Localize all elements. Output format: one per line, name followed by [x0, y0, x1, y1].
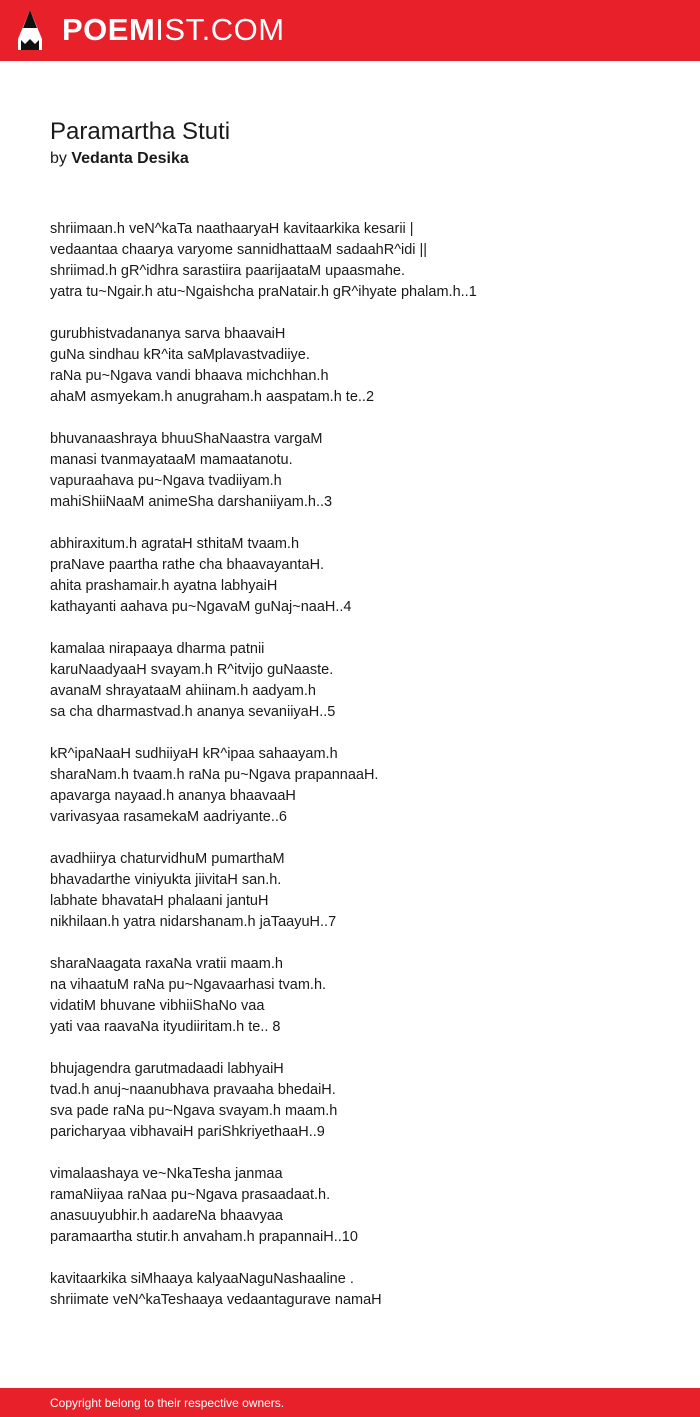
poem-stanza [50, 639, 670, 723]
poem-line: paramaartha stutir.h anvaham.h prapannaiH..10 [50, 1229, 358, 1245]
poem-line: shriimate veN^kaTeshaaya vedaantagurave namaH [50, 1292, 382, 1308]
poem-line: bhuvanaashraya bhuuShaNaastra vargaM [50, 431, 323, 447]
poem-body [50, 219, 670, 1332]
byline [50, 149, 189, 169]
poem-stanza [50, 1164, 670, 1248]
poem-line: ahaM asmyekam.h anugraham.h aaspatam.h te..2 [50, 389, 375, 405]
poem-line: kathayanti aahava pu~NgavaM guNaj~naaH..4 [50, 599, 352, 615]
logo-light-text: IST.COM [155, 12, 285, 47]
poem-line: sharaNam.h tvaam.h raNa pu~Ngava prapannaaH. [50, 767, 379, 783]
poem-line: kavitaarkika siMhaaya kalyaaNaguNashaaline . [50, 1271, 354, 1287]
poem-line: praNave paartha rathe cha bhaavayantaH. [50, 557, 325, 573]
poem-stanza [50, 744, 670, 828]
poem-line: karuNaadyaaH svayam.h R^itvijo guNaaste. [50, 662, 334, 678]
poem-stanza [50, 1269, 670, 1311]
poem-line: kamalaa nirapaaya dharma patnii [50, 641, 265, 657]
site-footer [0, 1388, 700, 1417]
poem-line: bhujagendra garutmadaadi labhyaiH [50, 1061, 284, 1077]
poem-line: sva pade raNa pu~Ngava svayam.h maam.h [50, 1103, 338, 1119]
by-label: by [50, 150, 67, 167]
poem-line: bhavadarthe viniyukta jiivitaH san.h. [50, 872, 282, 888]
poem-line: raNa pu~Ngava vandi bhaava michchhan.h [50, 368, 329, 384]
poem-line: vidatiM bhuvane vibhiiShaNo vaa [50, 998, 265, 1014]
poem-line: vapuraahava pu~Ngava tvadiiyam.h [50, 473, 282, 489]
poem-stanza [50, 429, 670, 513]
poem-line: tvad.h anuj~naanubhava pravaaha bhedaiH. [50, 1082, 336, 1098]
poem-title: Paramartha Stuti [50, 118, 231, 145]
poem-stanza [50, 849, 670, 933]
poem-stanza [50, 534, 670, 618]
poem-line: mahiShiiNaaM animeSha darshaniiyam.h..3 [50, 494, 333, 510]
poem-stanza [50, 1059, 670, 1143]
poem-line: apavarga nayaad.h ananya bhaavaaH [50, 788, 296, 804]
author-name[interactable]: Vedanta Desika [71, 150, 189, 167]
poem-line: guNa sindhau kR^ita saMplavastvadiiye. [50, 347, 310, 363]
poem-line: sa cha dharmastvad.h ananya sevaniiyaH..5 [50, 704, 336, 720]
poem-line: yatra tu~Ngair.h atu~Ngaishcha praNatair.h gR^ihyate phalam.h..1 [50, 284, 477, 300]
poem-line: abhiraxitum.h agrataH sthitaM tvaam.h [50, 536, 300, 552]
poem-line: shriimad.h gR^idhra sarastiira paarijaataM upaasmahe. [50, 263, 405, 279]
poem-line: ahita prashamair.h ayatna labhyaiH [50, 578, 278, 594]
poem-line: paricharyaa vibhavaiH pariShkriyethaaH..9 [50, 1124, 325, 1140]
poem-line: ramaNiiyaa raNaa pu~Ngava prasaadaat.h. [50, 1187, 331, 1203]
poem-line: avanaM shrayataaM ahiinam.h aadyam.h [50, 683, 316, 699]
poem-line: gurubhistvadananya sarva bhaavaiH [50, 326, 286, 342]
site-logo[interactable] [62, 12, 285, 48]
pencil-tip-icon[interactable] [17, 9, 43, 51]
poem-line: vedaantaa chaarya varyome sannidhattaaM sadaahR^idi || [50, 242, 428, 258]
poem-line: labhate bhavataH phalaani jantuH [50, 893, 269, 909]
poem-line: shriimaan.h veN^kaTa naathaaryaH kavitaarkika kesarii | [50, 221, 414, 237]
poem-stanza [50, 954, 670, 1038]
poem-stanza [50, 324, 670, 408]
poem-line: sharaNaagata raxaNa vratii maam.h [50, 956, 283, 972]
logo-bold-text: POEM [62, 12, 156, 47]
poem-line: na vihaatuM raNa pu~Ngavaarhasi tvam.h. [50, 977, 327, 993]
poem-line: varivasyaa rasamekaM aadriyante..6 [50, 809, 287, 825]
poem-line: yati vaa raavaNa ityudiiritam.h te.. 8 [50, 1019, 281, 1035]
poem-line: nikhilaan.h yatra nidarshanam.h jaTaayuH..7 [50, 914, 337, 930]
poem-stanza [50, 219, 670, 303]
poem-line: avadhiirya chaturvidhuM pumarthaM [50, 851, 285, 867]
poem-line: anasuuyubhir.h aadareNa bhaavyaa [50, 1208, 283, 1224]
copyright-notice: Copyright belong to their respective owners. [50, 1396, 285, 1410]
poem-line: kR^ipaNaaH sudhiiyaH kR^ipaa sahaayam.h [50, 746, 338, 762]
poem-line: manasi tvanmayataaM mamaatanotu. [50, 452, 293, 468]
site-header [0, 0, 700, 61]
poem-line: vimalaashaya ve~NkaTesha janmaa [50, 1166, 283, 1182]
